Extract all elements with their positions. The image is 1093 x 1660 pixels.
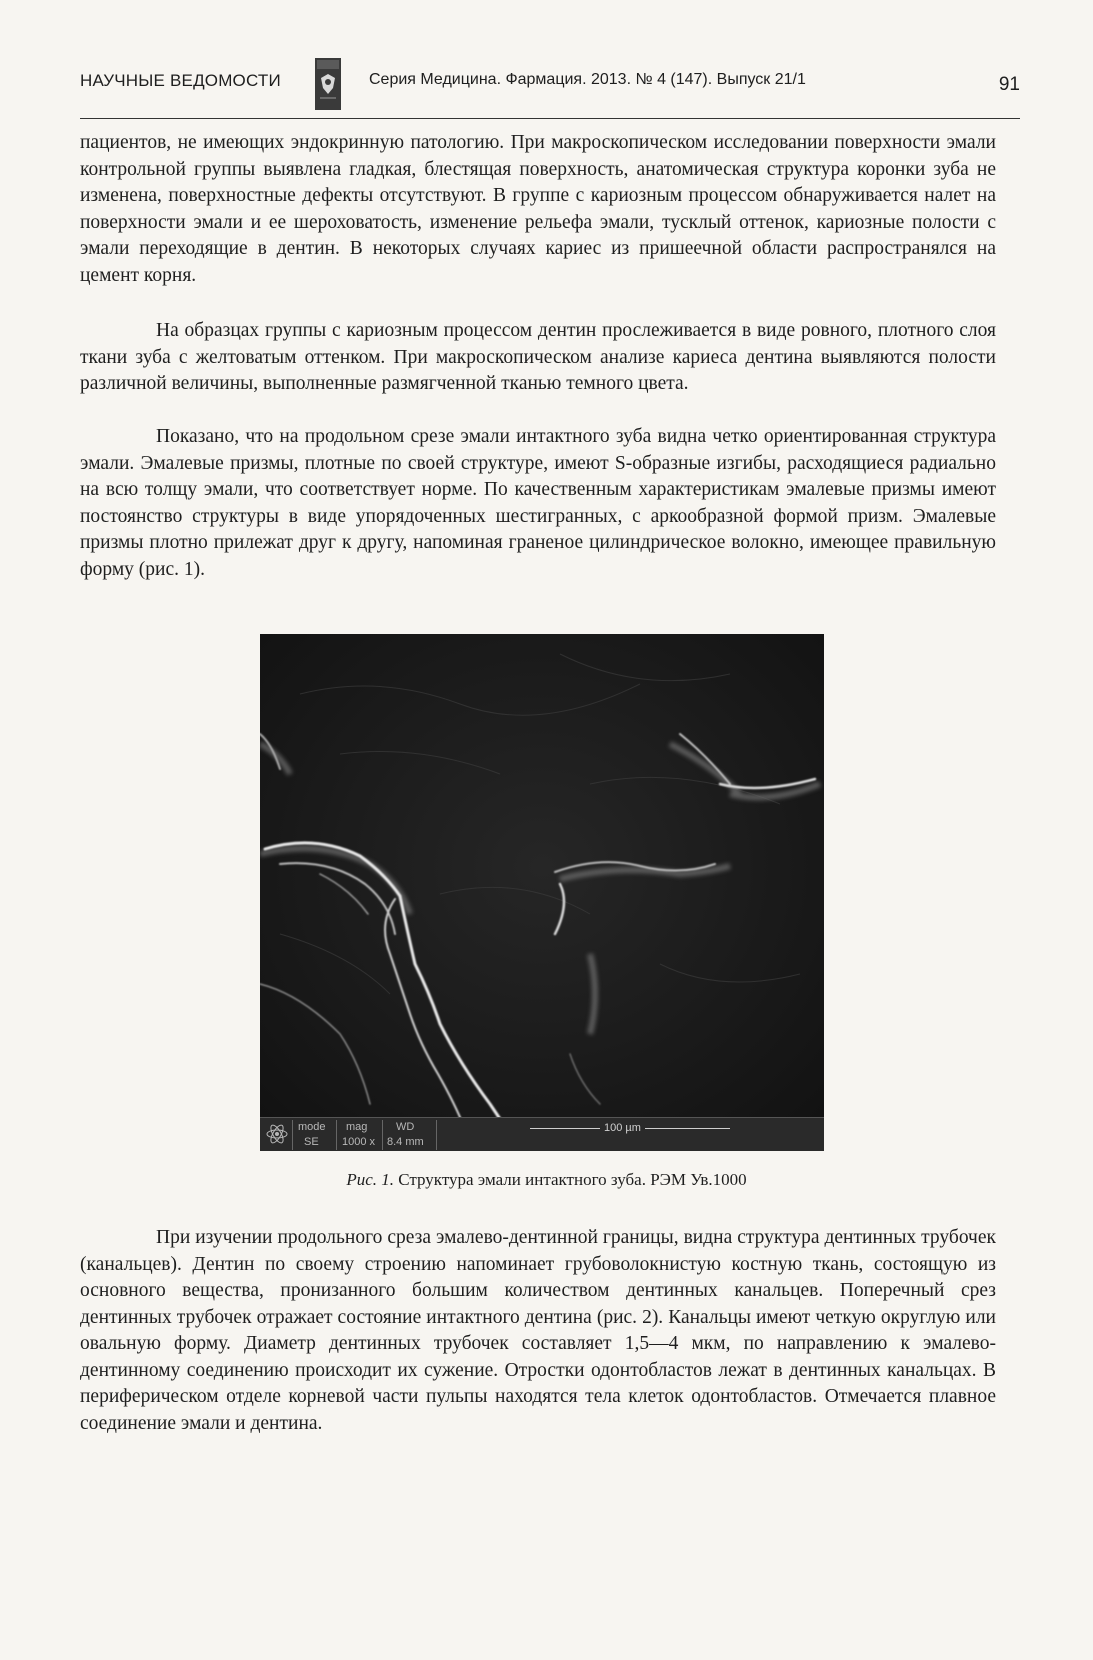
- figure-caption-text: Структура эмали интактного зуба. РЭМ Ув.1000: [394, 1170, 747, 1189]
- atom-icon: [266, 1123, 288, 1145]
- sem-info-bar: [260, 1117, 824, 1151]
- paragraph-1: пациентов, не имеющих эндокринную патологию. При макроскопическом исследовании поверхности эмали контрольной группы выявлена гладкая, блестящая поверхность, анатомическая структура коронки зуба не изменена, поверхностные дефекты отсутствуют. В группе с кариозным процессом обнаруживается налет на поверхности эмали и ее шероховатость, изменение рельефа эмали, тусклый оттенок, кариозные полости с эмали переходящие в дентин. В некоторых случаях кариес из пришеечной области распространялся на цемент корня.: [80, 132, 996, 286]
- running-header: [80, 58, 1020, 119]
- sem-wd-label: WD: [396, 1121, 415, 1133]
- figure-label: Рис. 1.: [346, 1170, 395, 1189]
- sem-mag-value: 1000 x: [342, 1136, 376, 1148]
- journal-title: НАУЧНЫЕ ВЕДОМОСТИ: [80, 71, 281, 90]
- sem-mode-value: SE: [304, 1136, 319, 1148]
- paragraph-4: При изучении продольного среза эмалево-дентинной границы, видна структура дентинных трубочек (канальцев). Дентин по своему строению напоминает грубоволокнистую костную ткань, состоящую из основного вещества, пронизанного большим количеством дентинных канальцев. Поперечный срез дентинных трубочек отражает состояние интактного дентина (рис. 2). Канальцы имеют четкую округлую или овальную форму. Диаметр дентинных трубочек составляет 1,5—4 мкм, по направлению к эмалево-дентинному соединению происходит их сужение. Отростки одонтобластов лежат в дентинных канальцах. В периферическом отделе корневой части пульпы находятся тела клеток одонтобластов. Отмечается плавное соединение эмали и дентина.: [80, 1227, 996, 1434]
- sem-micrograph: [260, 634, 824, 1151]
- page-number: 91: [998, 74, 1020, 95]
- paragraph-2: На образцах группы с кариозным процессом дентин прослеживается в виде ровного, плотного слоя ткани зуба с желтоватым оттенком. При макроскопическом анализе кариеса дентина выявляются полости различной величины, выполненные размягченной тканью темного цвета.: [80, 320, 996, 394]
- figure-caption: [0, 1170, 1093, 1190]
- scale-bar: [530, 1122, 730, 1134]
- sem-mag-label: mag: [346, 1121, 368, 1133]
- paragraph-3: Показано, что на продольном срезе эмали интактного зуба видна четко ориентированная структура эмали. Эмалевые призмы, плотные по своей структуре, имеют S-образные изгибы, расходящиеся радиально на всю толщу эмали, что соответствует норме. По качественным характеристикам эмалевые призмы имеют постоянство структуры в виде упорядоченных шестигранных, с аркообразной формой призм. Эмалевые призмы плотно прилежат друг к другу, напоминая граненое цилиндрическое волокно, имеющее правильную форму (рис. 1).: [80, 426, 996, 580]
- university-logo: [315, 58, 341, 110]
- micrograph-image: [260, 634, 824, 1151]
- sem-mode-label: mode: [298, 1121, 326, 1133]
- series-title: Серия Медицина. Фармация. 2013. № 4 (147). Выпуск 21/1: [369, 71, 806, 88]
- scale-label: 100 µm: [600, 1122, 645, 1134]
- sem-wd-value: 8.4 mm: [387, 1136, 424, 1148]
